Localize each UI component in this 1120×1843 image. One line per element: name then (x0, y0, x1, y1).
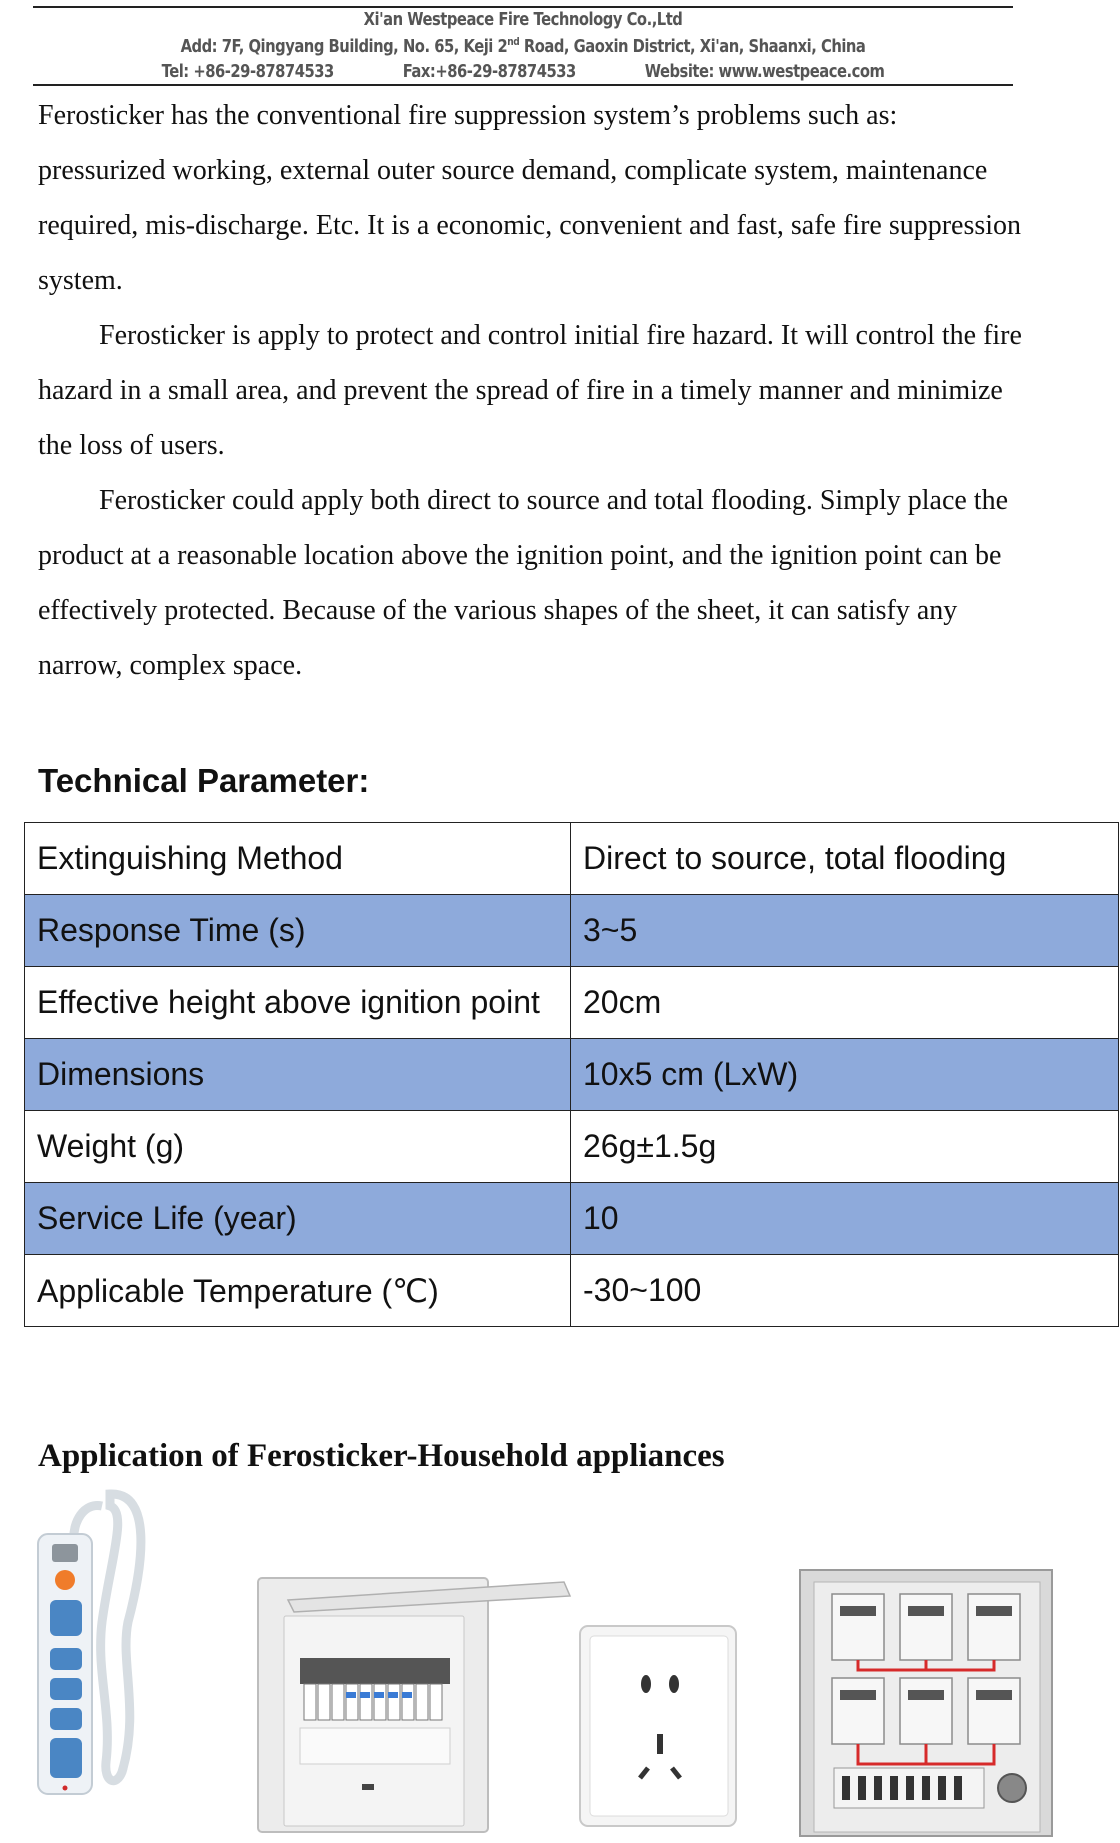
fax: Fax:+86-29-87874533 (402, 61, 576, 82)
param-value: Direct to source, total flooding (571, 823, 1119, 895)
table-row (25, 1111, 1119, 1183)
wall-socket-icon (576, 1622, 742, 1832)
technical-parameter-heading: Technical Parameter: (38, 762, 370, 799)
param-value: 10x5 cm (LxW) (571, 1039, 1119, 1111)
param-label: Dimensions (25, 1039, 571, 1111)
table-row (25, 1255, 1119, 1327)
letterhead (33, 0, 1013, 88)
param-value: 3~5 (571, 895, 1119, 967)
param-value: 20cm (571, 967, 1119, 1039)
param-label: Response Time (s) (25, 895, 571, 967)
technical-parameter-table (24, 822, 1119, 1327)
param-label: Effective height above ignition point (25, 967, 571, 1039)
param-value: 26g±1.5g (571, 1111, 1119, 1183)
application-paragraph: Ferosticker could apply both direct to source and total flooding. Simply place the product at a reasonable location above the ignition point, and the ignition point can be effectively protected. Because of the various shapes of the sheet, it can satisfy any narrow, complex space. (38, 485, 1009, 681)
company-name: Xi'an Westpeace Fire Technology Co.,Ltd (363, 9, 683, 30)
param-label: Applicable Temperature (℃) (25, 1255, 571, 1327)
param-label: Weight (g) (25, 1111, 571, 1183)
company-contacts (121, 61, 925, 82)
table-row (25, 823, 1119, 895)
param-value: 10 (571, 1183, 1119, 1255)
tel: Tel: +86-29-87874533 (161, 61, 334, 82)
header-bottom-rule (33, 84, 1013, 86)
param-label: Extinguishing Method (25, 823, 571, 895)
header-top-rule (33, 6, 1013, 8)
param-value: -30~100 (571, 1255, 1119, 1327)
param-label: Service Life (year) (25, 1183, 571, 1255)
table-row (25, 1039, 1119, 1111)
table-row (25, 1183, 1119, 1255)
intro-paragraph: Ferosticker has the conventional fire suppression system’s problems such as: pressurized working, external outer source demand, complicate system, maintenance required, mis-discharge. Etc. It is a economic, convenient and fast, safe fire suppression system. (38, 100, 1022, 296)
table-row (25, 967, 1119, 1039)
meter-box-icon (798, 1568, 1054, 1838)
table-row (25, 895, 1119, 967)
company-address: Add: 7F, Qingyang Building, No. 65, Keji 2nd Road, Gaoxin District, Xi'an, Shaanxi, China (180, 35, 866, 57)
application-heading: Application of Ferosticker-Household appliances (38, 1438, 725, 1474)
website: Website: www.westpeace.com (644, 61, 885, 82)
power-strip-icon (32, 1482, 152, 1802)
protection-paragraph: Ferosticker is apply to protect and control initial fire hazard. It will control the fire hazard in a small area, and prevent the spread of fire in a timely manner and minimize the loss of users. (38, 320, 1022, 461)
